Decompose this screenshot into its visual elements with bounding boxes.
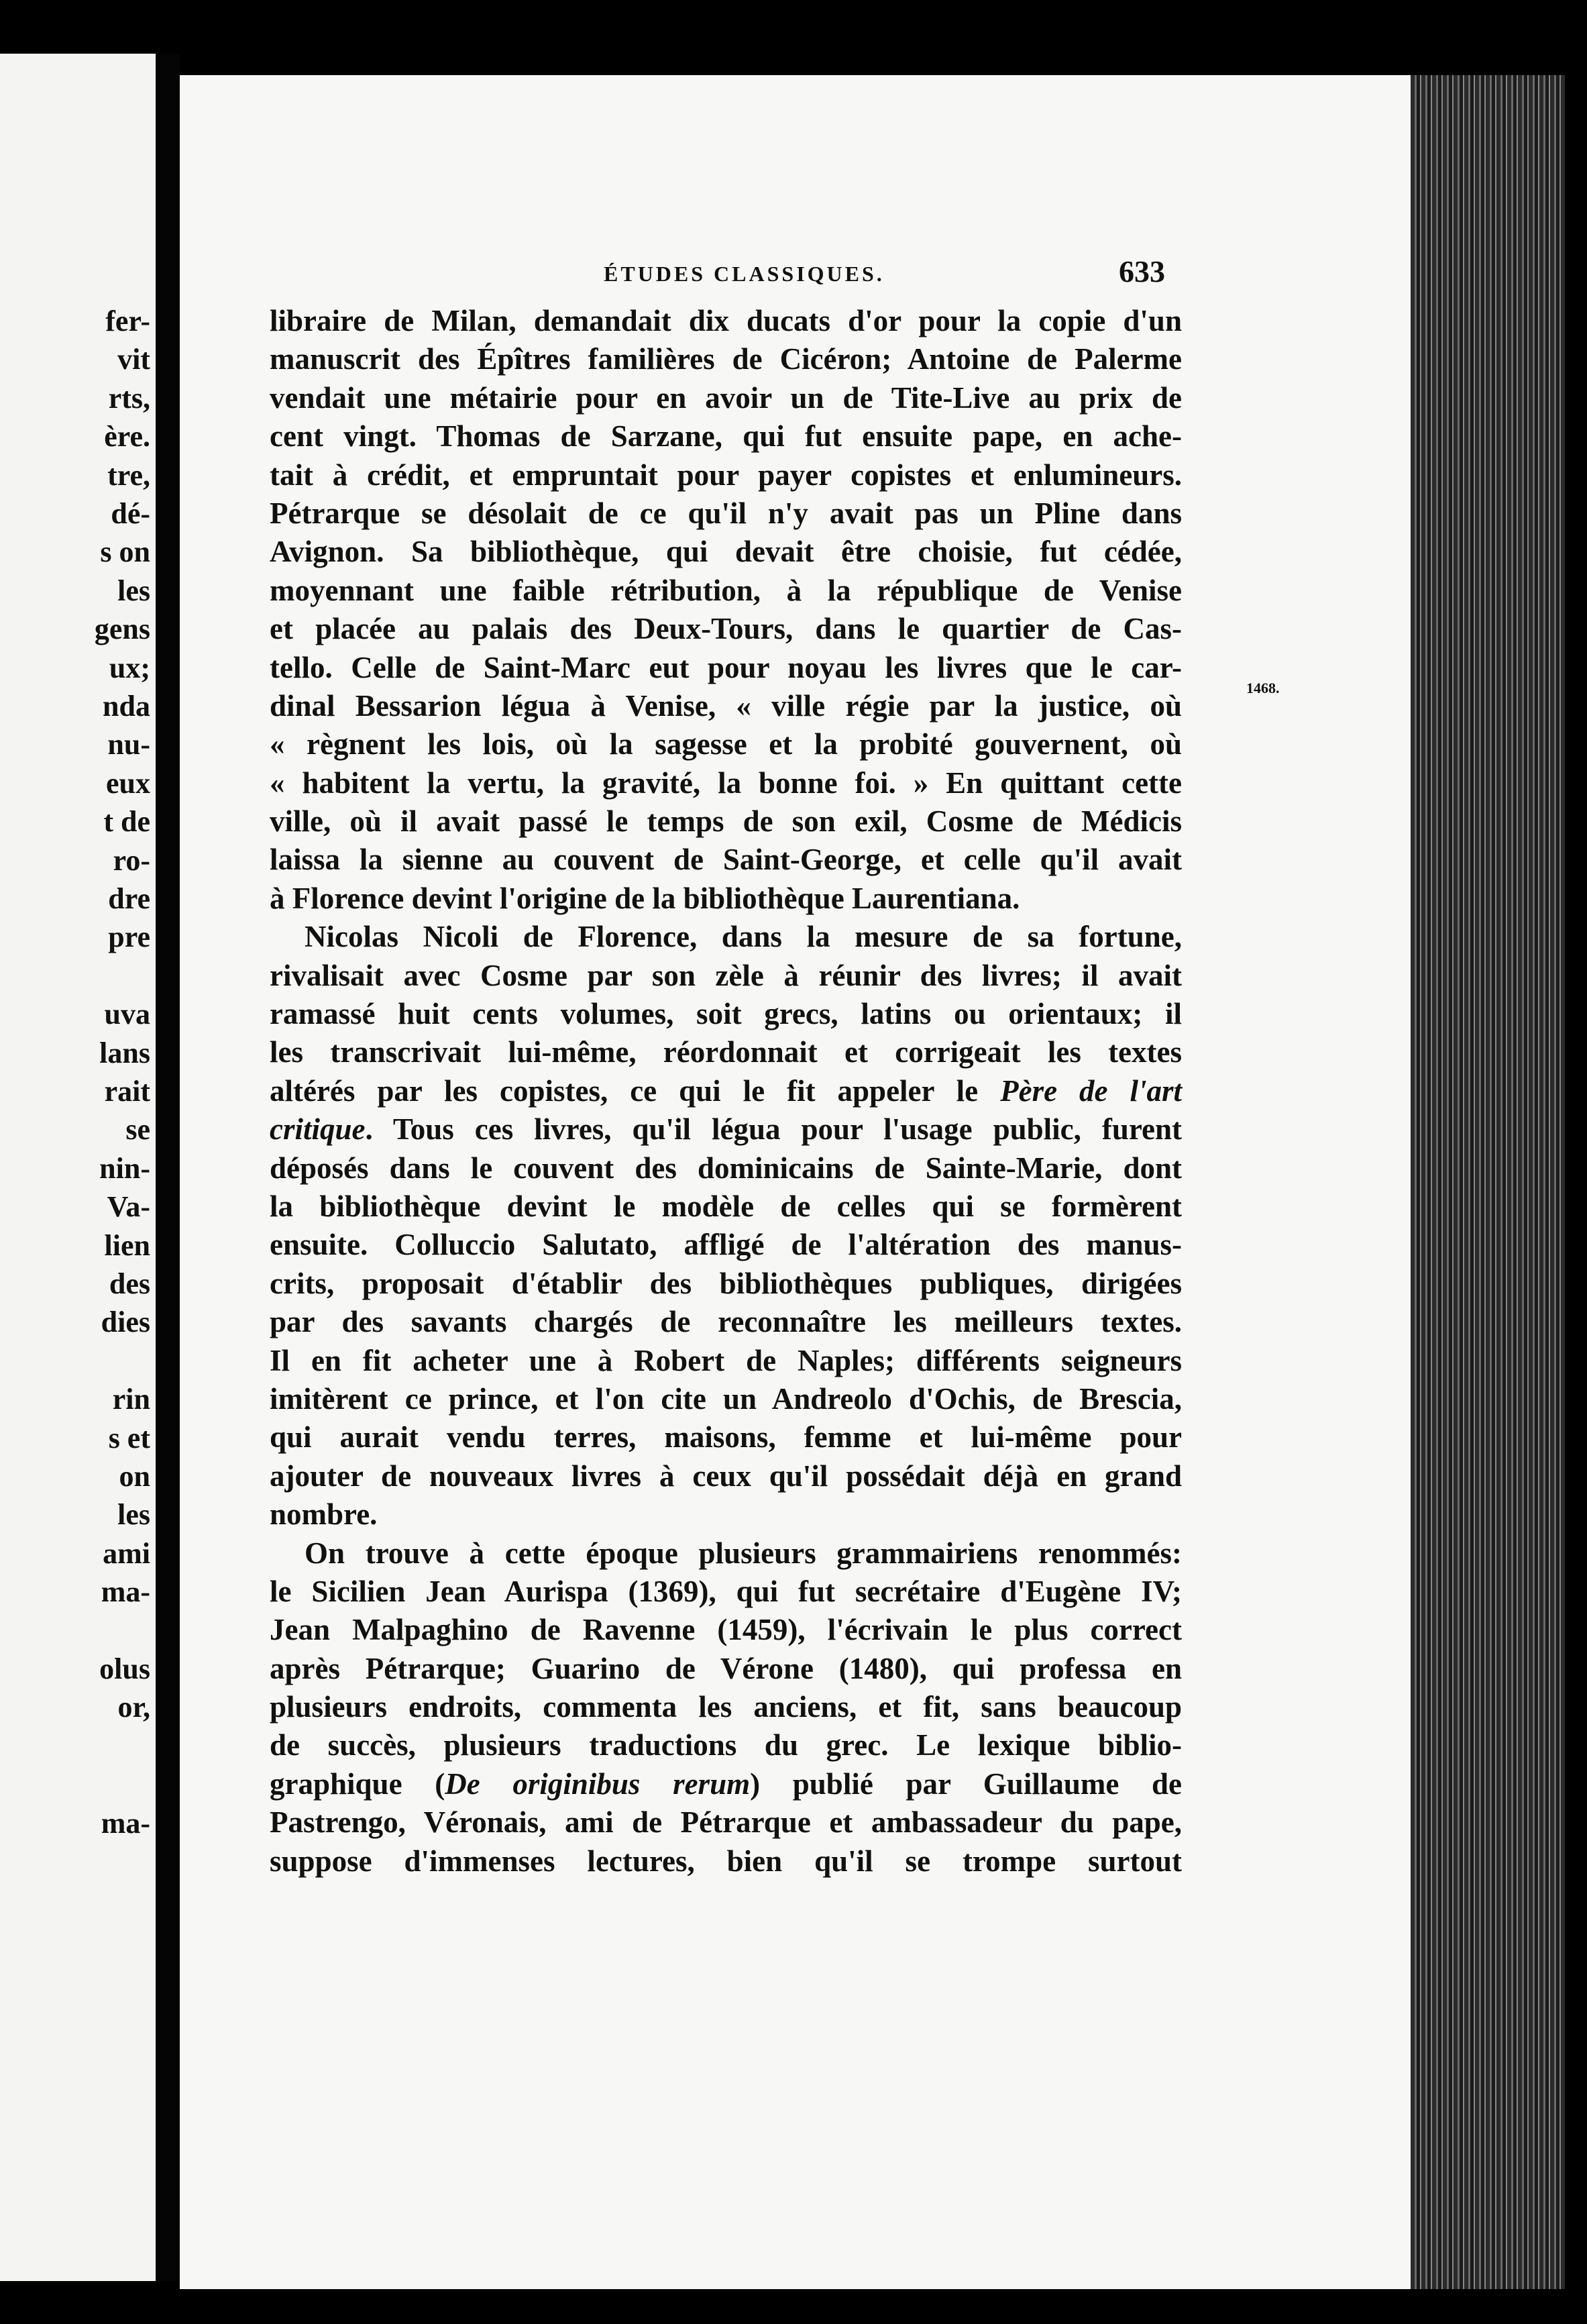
left-page-fragment: nda xyxy=(103,690,150,723)
text-line: ville, où il avait passé le temps de son exil, Cosme de Médicis xyxy=(270,804,1182,839)
text-line: les transcrivait lui-même, réordonnait et corrigeait les textes xyxy=(270,1035,1182,1069)
left-page-fragment: eux xyxy=(106,766,150,800)
left-page-fragment: uva xyxy=(104,998,150,1031)
text-line: de succès, plusieurs traductions du grec. Le lexique biblio- xyxy=(270,1728,1182,1762)
left-page-fragment: ami xyxy=(103,1536,150,1570)
text-line: ramassé huit cents volumes, soit grecs, latins ou orientaux; il xyxy=(270,997,1182,1031)
text-line: la bibliothèque devint le modèle de celles qui se formèrent xyxy=(270,1189,1182,1223)
body-text xyxy=(270,302,1182,1881)
left-page-fragment: nu- xyxy=(107,728,150,761)
left-page-fragment: les xyxy=(117,1498,150,1532)
left-page-fragment: vit xyxy=(117,343,150,376)
text-line: déposés dans le couvent des dominicains de Sainte-Marie, dont xyxy=(270,1151,1182,1185)
text-line: rivalisait avec Cosme par son zèle à réunir des livres; il avait xyxy=(270,958,1182,992)
text-line: Nicolas Nicoli de Florence, dans la mesure de sa fortune, xyxy=(305,920,1182,954)
left-page-fragment: rts, xyxy=(108,381,150,415)
left-page-fragment: ux; xyxy=(109,651,150,684)
text-line: et placée au palais des Deux-Tours, dans le quartier de Cas- xyxy=(270,612,1182,646)
left-page-fragment: s et xyxy=(108,1421,150,1455)
left-page-fragment: rin xyxy=(112,1383,150,1416)
left-page-fragment: dé- xyxy=(111,497,150,530)
text-line: graphique (De originibus rerum) publié par Guillaume de xyxy=(270,1766,1182,1801)
left-page-fragment: t de xyxy=(103,805,150,839)
text-line: altérés par les copistes, ce qui le fit appeler le Père de l'art xyxy=(270,1073,1182,1108)
text-line: ajouter de nouveaux livres à ceux qu'il possédait déjà en grand xyxy=(270,1459,1182,1493)
margin-note-year: 1468. xyxy=(1246,680,1280,696)
text-line: Il en fit acheter une à Robert de Naples; différents seigneurs xyxy=(270,1343,1182,1377)
left-page-fragment: fer- xyxy=(105,305,150,337)
text-line: On trouve à cette époque plusieurs grammairiens renommés: xyxy=(305,1536,1182,1570)
left-page-fragment: ma- xyxy=(101,1806,150,1840)
italic-title: De originibus rerum xyxy=(445,1766,751,1801)
text-line: Pétrarque se désolait de ce qu'il n'y avait pas un Pline dans xyxy=(270,496,1182,530)
text-line: libraire de Milan, demandait dix ducats d'or pour la copie d'un xyxy=(270,304,1182,337)
left-page-fragment: dre xyxy=(108,882,150,915)
text-line: ensuite. Colluccio Salutato, affligé de l'altération des manus- xyxy=(270,1228,1182,1262)
left-page-fragment: les xyxy=(117,574,150,607)
left-page-fragment: lans xyxy=(99,1036,150,1069)
text-line: dinal Bessarion légua à Venise, « ville régie par la justice, où xyxy=(270,688,1182,723)
text-line: suppose d'immenses lectures, bien qu'il se trompe surtout xyxy=(270,1844,1182,1878)
text-line: imitèrent ce prince, et l'on cite un Andreolo d'Ochis, de Brescia, xyxy=(270,1381,1182,1416)
text-line: Pastrengo, Véronais, ami de Pétrarque et ambassadeur du pape, xyxy=(270,1805,1182,1840)
text-line: cent vingt. Thomas de Sarzane, qui fut ensuite pape, en ache- xyxy=(270,419,1182,454)
left-page-fragment: or, xyxy=(117,1691,150,1724)
left-page-fragment: ma- xyxy=(101,1575,150,1609)
text-line: tait à crédit, et empruntait pour payer copistes et enlumineurs. xyxy=(270,458,1182,492)
left-page-fragment: on xyxy=(119,1460,150,1493)
text-line: Avignon. Sa bibliothèque, qui devait être choisie, fut cédée, xyxy=(270,535,1182,569)
text-line: le Sicilien Jean Aurispa (1369), qui fut secrétaire d'Eugène IV; xyxy=(270,1574,1182,1608)
left-page-fragment: pre xyxy=(108,920,150,954)
text-line: nombre. xyxy=(270,1497,378,1532)
text-line: qui aurait vendu terres, maisons, femme et lui-même pour xyxy=(270,1420,1182,1455)
left-page-fragment: rait xyxy=(104,1075,150,1108)
book-gutter xyxy=(156,54,180,2281)
text-line: crits, proposait d'établir des bibliothèques publiques, dirigées xyxy=(270,1266,1182,1300)
left-page-fragment: Va- xyxy=(107,1190,150,1224)
left-page-fragment: olus xyxy=(99,1652,150,1685)
text-line: tello. Celle de Saint-Marc eut pour noyau les livres que le car- xyxy=(270,650,1182,684)
text-line: laissa la sienne au couvent de Saint-George, et celle qu'il avait xyxy=(270,843,1182,877)
text-line: par des savants chargés de reconnaître les meilleurs textes. xyxy=(270,1305,1182,1339)
left-page-fragment: gens xyxy=(94,613,150,646)
text-line: « habitent la vertu, la gravité, la bonne foi. » En quittant cette xyxy=(270,765,1182,800)
text-line: « règnent les lois, où la sagesse et la probité gouvernent, où xyxy=(270,727,1182,761)
left-page-fragment: ère. xyxy=(104,420,150,454)
running-head: ÉTUDES CLASSIQUES. xyxy=(604,262,885,286)
page-number: 633 xyxy=(1119,254,1165,288)
left-page-fragment: s on xyxy=(100,535,150,569)
left-facing-page xyxy=(0,54,156,2281)
text-line: moyennant une faible rétribution, à la république de Venise xyxy=(270,573,1182,607)
left-page-fragment: lien xyxy=(104,1228,150,1262)
text-line: Jean Malpaghino de Ravenne (1459), l'écrivain le plus correct xyxy=(270,1613,1182,1647)
left-page-fragment: tre, xyxy=(107,458,150,492)
left-page-fragment: nin- xyxy=(99,1151,150,1185)
left-page-fragment: dies xyxy=(101,1306,150,1339)
left-page-fragment: des xyxy=(109,1267,150,1300)
text-line: plusieurs endroits, commenta les anciens, et fit, sans beaucoup xyxy=(270,1690,1182,1724)
page-edges xyxy=(1411,75,1565,2289)
text-line: manuscrit des Épîtres familières de Cicéron; Antoine de Palerme xyxy=(270,342,1182,376)
left-page-fragment: se xyxy=(125,1113,150,1147)
text-line: après Pétrarque; Guarino de Vérone (1480), qui professa en xyxy=(270,1651,1182,1685)
italic-title: Père de l'art xyxy=(1000,1073,1182,1108)
text-line: critique. Tous ces livres, qu'il légua pour l'usage public, furent xyxy=(270,1112,1182,1147)
text-line: vendait une métairie pour en avoir un de Tite-Live au prix de xyxy=(270,380,1182,415)
italic-title: critique xyxy=(270,1112,366,1147)
text-line: à Florence devint l'origine de la bibliothèque Laurentiana. xyxy=(270,881,1020,915)
left-page-fragment: ro- xyxy=(113,843,150,877)
